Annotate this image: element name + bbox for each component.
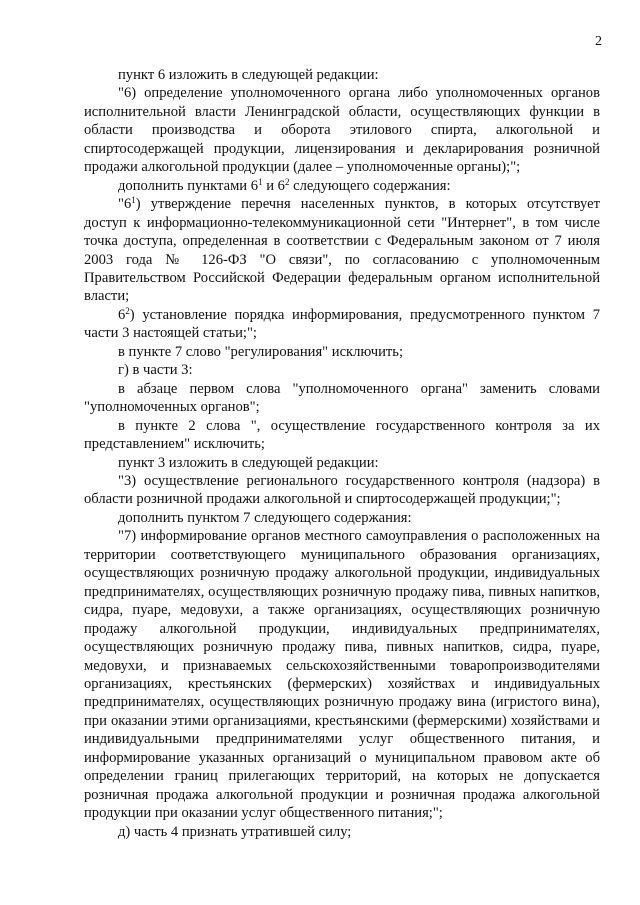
document-body [84,66,600,841]
paragraph: пункт 3 изложить в следующей редакции: [118,454,379,471]
paragraph: дополнить пунктом 7 следующего содержания: [118,509,412,526]
paragraph: в абзаце первом слова "уполномоченного органа" заменить словами "уполномоченных органов"; [84,380,600,416]
paragraph: дополнить пунктами $6^1$ и $6^2$ следующего содержания: [118,176,451,194]
paragraph: в пункте 2 слова ", осуществление государственного контроля за их представлением" исключить; [84,417,600,453]
page-number: 2 [595,34,602,49]
paragraph: в пункте 7 слово "регулирования" исключить; [118,343,404,360]
paragraph: пункт 6 изложить в следующей редакции: [118,67,379,83]
paragraph: "$6^1$) утверждение перечня населенных пунктов, в которых отсутствует доступ к информационно-телекоммуникационной сети "Интернет", в том числе точка доступа, определенная в соответствии с Федеральным законом от 7 июля 2003 года № 126-ФЗ "О связи", по согласованию с уполномоченным Правительством Российской Федерации федеральным органом исполнительной власти; [84,195,600,305]
paragraph: д) часть 4 признать утратившей силу; [118,823,352,840]
paragraph: г) в части 3: [118,362,193,379]
paragraph: "6) определение уполномоченного органа либо уполномоченных органов исполнительной власти Ленинградской области, осуществляющих функции в области производства и оборота этилового спирта, алкогольной и спиртосодержащей продукции, лицензирования и декларирования розничной продажи алкогольной продукции (далее – уполномоченные органы);"; [84,85,600,176]
paragraph: "3) осуществление регионального государственного контроля (надзора) в области розничной продажи алкогольной и спиртосодержащей продукции;"; [84,472,600,508]
paragraph: $6^2$) установление порядка информирования, предусмотренного пунктом 7 части 3 настоящей статьи;"; [84,305,600,342]
paragraph: "7) информирование органов местного самоуправления о расположенных на территории соответствующего муниципального образования организациях, осуществляющих розничную продажу алкогольной продукции, индивидуальных предпринимателях, осуществляющих розничную продажу пива, пивных напитков, сидра, пуаре, медовухи, а также организациях, осуществляющих розничную продажу алкогольной продукции, индивидуальных предпринимателях, осуществляющих розничную продажу пива, пивных напитков, сидра, пуаре, медовухи, и признаваемых сельскохозяйственными товаропроизводителями организациях, крестьянских (фермерских) хозяйствах и индивидуальных предпринимателях, осуществляющих розничную продажу вина (игристого вина), при оказании этими организациями, крестьянскими (фермерскими) хозяйствами и индивидуальными предпринимателями услуг общественного питания, и информирование указанных организаций о муниципальном правовом акте об определении границ прилегающих территорий, на которых не допускается розничная продажа алкогольной продукции и розничная продажа алкогольной продукции при оказании услуг общественного питания;"; [84,528,600,822]
